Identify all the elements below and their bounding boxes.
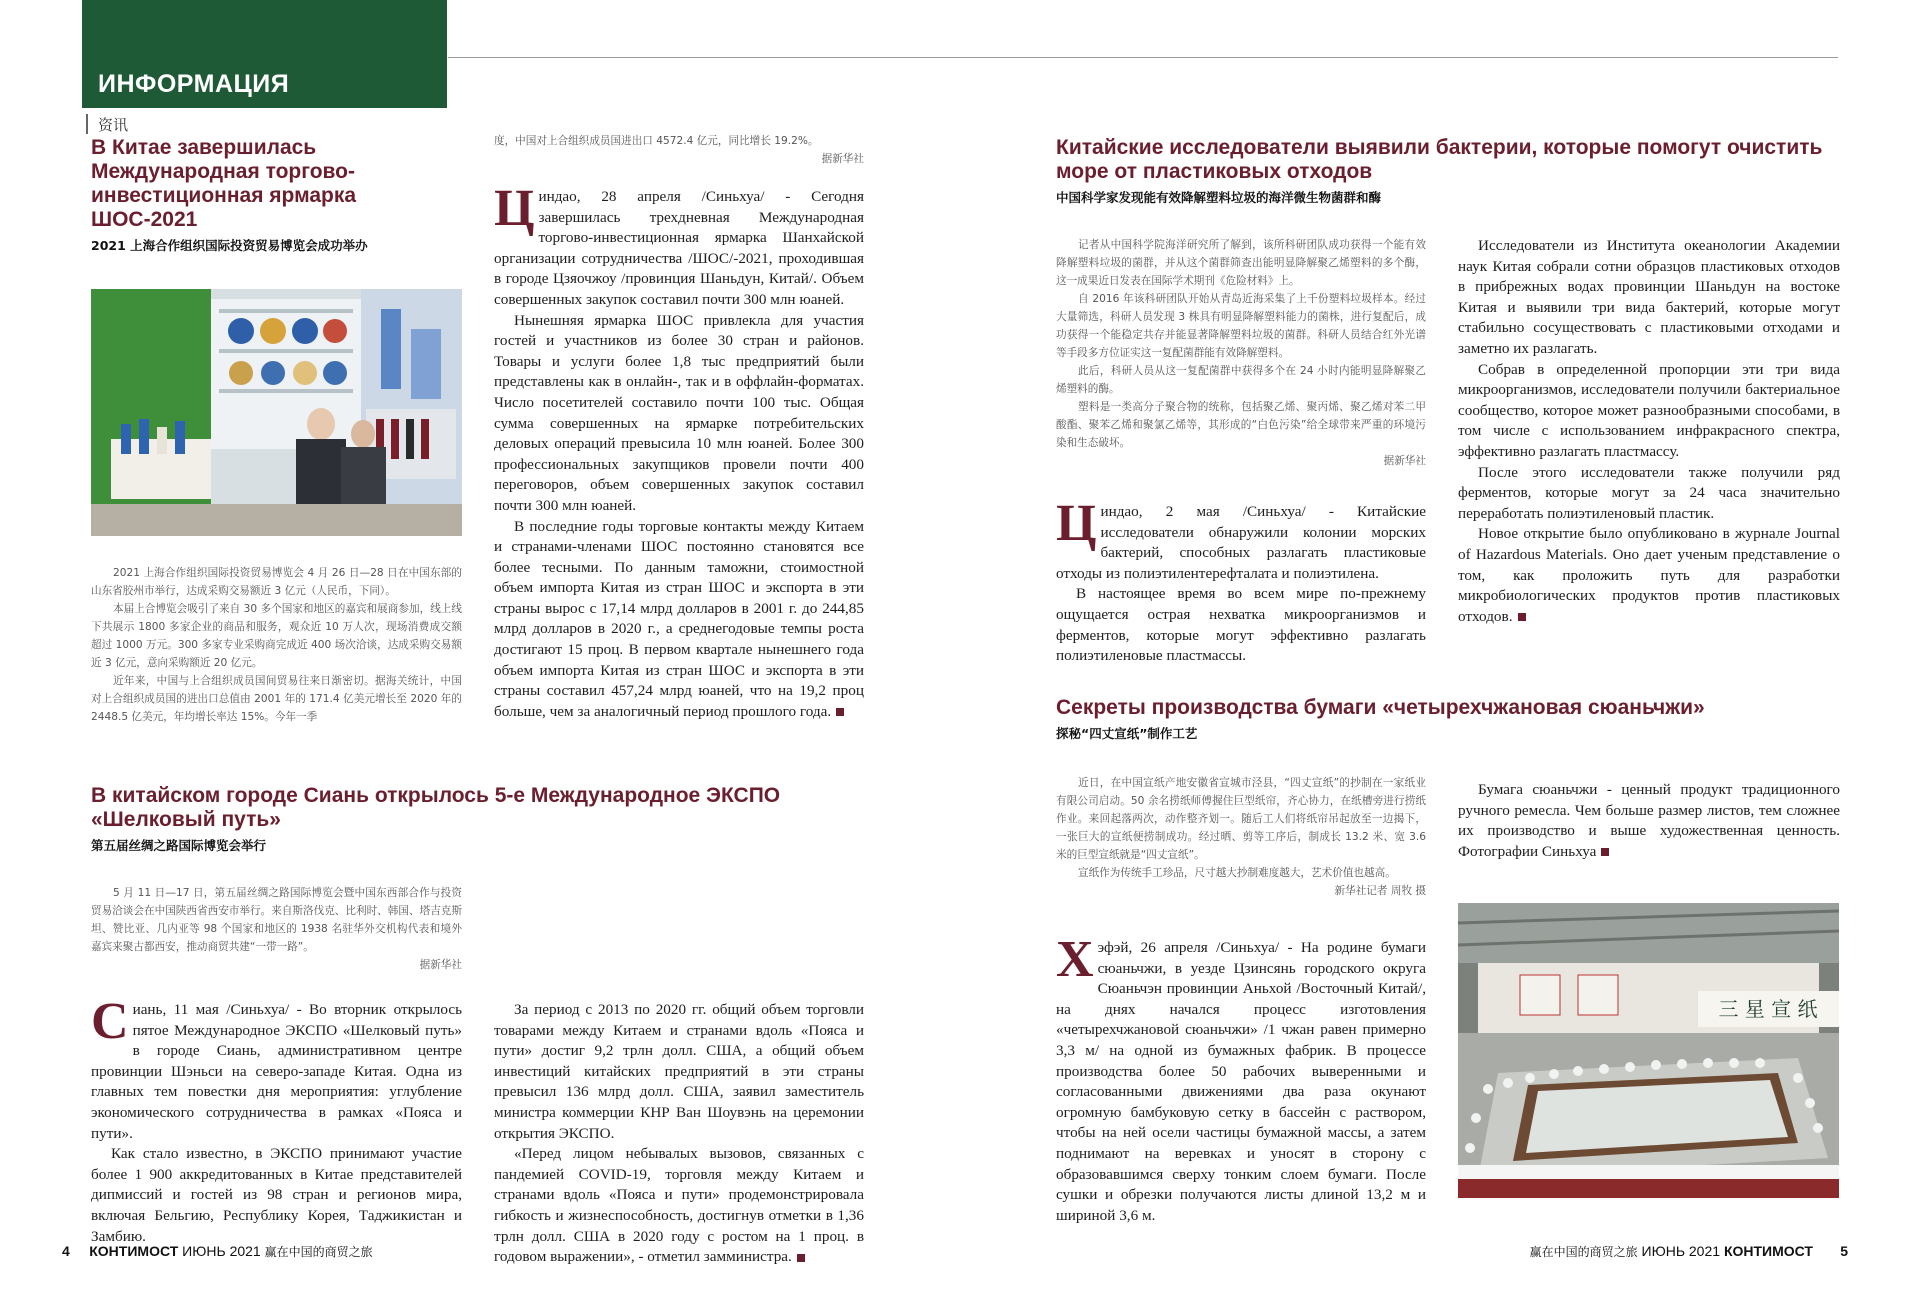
article3-body-p5: После этого исследователи также получили ряд ферментов, которые могут за 24 часа значительно переработать полиэтиленовый пластик. xyxy=(1458,463,1840,522)
article1-body-p2: Нынешняя ярмарка ШОС привлекла для участия гостей и участников из более 30 стран и районов. Товары и услуги более 1,8 тыс предприятий были представлены как в онлайн-, так и в оффлайн-форматах. Число посетителей составило почти 100 тыс. Общая сумма совершенных на ярмарке потребительских деловых операций превысила 10 млн юаней. Более 300 профессиональных закупщиков провели почти 400 переговоров, объем совершенных закупок составил почти 300 млн юаней. xyxy=(494,311,864,514)
article1-body-p3: В последние годы торговые контакты между Китаем и странами-членами ШОС постоянно становятся все более тесными. По данным таможни, стоимостной объем импорта Китая из стран ШОС и экспорта в эти страны вырос с 17,14 млрд долларов в 2001 г. до 244,85 млрд долларов в 2020 г., а среднегодовые темпы роста достигают 15 проц. В первом квартале нынешнего года объем импорта Китая из стран ШОС и экспорта в эти страны составил 457,24 млрд юаней, что на 19,2 проц больше, чем за аналогичный период прошлого года. xyxy=(494,517,864,720)
footer-slogan-left: 赢在中国的商贸之旅 xyxy=(264,1245,373,1259)
article3-body-p4: Собрав в определенной пропорции эти три вида микроорганизмов, исследователи получили бактериальное сообщество, которое может разнообразными способами, в том числе с использованием инфракрасного спектра, эффективно разлагать пластмассу. xyxy=(1458,360,1840,460)
article1-body xyxy=(494,180,864,722)
article4-intro-cn-p2: 宣纸作为传统手工珍品，尺寸越大抄制难度越大，艺术价值也越高。 xyxy=(1078,867,1396,879)
end-of-article-mark xyxy=(797,1254,805,1262)
end-of-article-mark xyxy=(836,708,844,716)
article2-body-p1: иань, 11 мая /Синьхуа/ - Во вторник открылось пятое Международное ЭКСПО «Шелковый путь» в городе Сиань, административном центре провинции Шэньси на северо-западе Китая. Одна из главных тем повестки дня мероприятия: углубление экономического сотрудничества в рамках «Пояса и пути». xyxy=(91,1001,462,1142)
article3-title: Китайские исследователи выявили бактерии, которые помогут очистить море от пластиковых отходов xyxy=(1056,136,1823,183)
article1-caption-cn-p2: 本届上合博览会吸引了来自 30 多个国家和地区的嘉宾和展商参加，线上线下共展示 1800 多家企业的商品和服务，观众近 10 万人次，现场消费成交额超过 1000 万元。300 多家专业采购商完成近 400 场次洽谈，达成采购交易额近 3 亿元，意向采购额近 20 亿元。 xyxy=(91,603,462,669)
article1-caption-cn-p3: 近年来，中国与上合组织成员国间贸易往来日渐密切。据海关统计，中国对上合组织成员国的进出口总值由 2001 年的 171.4 亿美元增长至 2020 年的 2448.5 亿美元，年均增长率达 15%。今年一季 xyxy=(91,675,462,723)
article3-dropcap: Ц xyxy=(1056,495,1097,552)
article4-title: Секреты производства бумаги «четырехчжановая сюаньчжи» xyxy=(1056,696,1705,719)
article2-body-p4: «Перед лицом небывалых вызовов, связанных с пандемией COVID-19, торговля между Китаем и странами вдоль «Пояса и пути» продемонстрировала гибкость и жизнеспособность, достигнув отметки в 1,36 трлн долл. США в 2020 году с ростом на 1 проц. в годовом выражении», - отметил замминистра. xyxy=(494,1145,864,1266)
article4-byline: 新华社记者 周牧 摄 xyxy=(1334,885,1426,897)
article3-body-p6: Новое открытие было опубликовано в журнале Journal of Hazardous Materials. Оно дает ученым представление о том, как проложить путь для разработки микробиологических продуктов против пластиковых отходов. xyxy=(1458,525,1840,625)
expo-photo xyxy=(91,289,462,536)
article3-body-col2 xyxy=(1458,236,1840,627)
article4-dropcap: Х xyxy=(1056,931,1094,988)
article4-intro-cn-p1: 近日，在中国宣纸产地安徽省宣城市泾县，“四丈宣纸”的抄制在一家纸业有限公司启动。50 余名捞纸师傅握住巨型纸帘，齐心协力，在纸槽旁进行捞纸作业。来回起落两次，动作整齐划一。随后工人们将纸帘吊起放至一边揭下，一张巨大的宣纸便捞制成功。经过晒、剪等工序后，制成长 13.2 米、宽 3.6 米的巨型宣纸就是“四丈宣纸”。 xyxy=(1056,777,1426,861)
article3-body-p3: Исследователи из Института океанологии Академии наук Китая собрали сотни образцов пластиковых отходов в прибрежных водах провинции Шаньдун на востоке Китая и выявили три вида бактерий, которые могут стабильно сосуществовать с пластиковыми отходами и заметно их разлагать. xyxy=(1458,237,1840,357)
section-subtitle-cn: 资讯 xyxy=(98,116,129,134)
article4-body-col1 xyxy=(1056,931,1426,1224)
article1-byline: 据新华社 xyxy=(821,153,864,165)
article3-intro-cn xyxy=(1056,236,1426,470)
end-of-article-mark xyxy=(1601,848,1609,856)
article3-intro-cn-p4: 塑料是一类高分子聚合物的统称，包括聚乙烯、聚丙烯、聚乙烯对苯二甲酸酯、聚苯乙烯和聚氯乙烯等，其形成的“白色污染”给全球带来严重的环境污染和生态破坏。 xyxy=(1056,401,1426,449)
article4-body-p1: эфэй, 26 апреля /Синьхуа/ - На родине бумаги сюаньчжи, в уезде Цзинсянь городского округа Сюаньчэн провинции Аньхой /Восточный Китай/, на днях начался процесс изготовления «четырехчжановой сюаньчжи» /1 чжан равен примерно 3,3 м/ на одной из бумажных фабрик. В процессе производства более 50 рабочих выверенными и согласованными движениями два раза окунают огромную бамбуковую сетку в бассейн с раствором, чтобы на ней осели частицы бумажной массы, а затем поднимают на веревках и уносят в сторону с образовавшимся сверху тонким слоем бумаги. После сушки и обрезки получаются листы длиной 13,2 м и шириной 3,6 м. xyxy=(1056,939,1426,1224)
footer-page-number-left: 4 xyxy=(62,1243,70,1259)
papermaking-photo xyxy=(1458,903,1839,1198)
article3-byline: 据新华社 xyxy=(1383,455,1426,467)
footer-brand-left: КОНТИМОСТ xyxy=(89,1243,179,1259)
footer-issue-left: ИЮНЬ 2021 xyxy=(182,1243,261,1259)
article3-intro-cn-p1: 记者从中国科学院海洋研究所了解到，该所科研团队成功获得一个能有效降解塑料垃圾的菌群，并从这个菌群筛查出能明显降解聚乙烯塑料的多个酶，这一成果近日发表在国际学术期刊《危险材料》上。 xyxy=(1056,239,1426,287)
article2-body-p2: Как стало известно, в ЭКСПО принимают участие более 1 900 аккредитованных в Китае представителей дипмиссий и гостей из 98 стран и регионов мира, включая Бельгию, Республику Корея, Таджикистан и Замбию. xyxy=(91,1145,462,1245)
article4-body-col2 xyxy=(1458,780,1840,862)
photo-sign-text: 三 星 宣 纸 xyxy=(1718,997,1818,1021)
article2-dropcap: С xyxy=(91,993,129,1050)
article2-body-p3: За период с 2013 по 2020 гг. общий объем торговли товарами между Китаем и странами вдоль «Пояса и пути» достиг 9,2 трлн долл. США, а общий объем инвестиций китайских предприятий в эти страны превысил 136 млрд долл. США, заявил заместитель министра коммерции КНР Ван Шоувэнь на церемонии открытия ЭКСПО. xyxy=(494,1001,864,1142)
article2-intro-cn-p1: 5 月 11 日—17 日，第五届丝绸之路国际博览会暨中国东西部合作与投资贸易洽谈会在中国陕西省西安市举行。来自斯洛伐克、比利时、韩国、塔吉克斯坦、赞比亚、几内亚等 98 个国家和地区的 1938 名驻华外交机构代表和境外嘉宾来聚古都西安，推动商贸共建“一带一路”。 xyxy=(91,887,462,953)
article1-body-p1: индао, 28 апреля /Синьхуа/ - Сегодня завершилась трехдневная Международная торгово-инвестиционная ярмарка Шанхайской организации сотрудничества /ШОС/-2021, проходившая в городе Цзяочжоу /провинция Шаньдун, Китай/. Объем совершенных закупок составил почти 300 млн юаней. xyxy=(494,188,864,308)
header-rule xyxy=(448,57,1838,58)
article3-intro-cn-p2: 自 2016 年该科研团队开始从青岛近海采集了上千份塑料垃圾样本。经过大量筛选，科研人员发现 3 株具有明显降解塑料能力的菌株，进行复配后，成功获得一个能稳定共存并能显著降解塑料垃圾的菌群。科研人员结合红外光谱等手段多方位证实这一复配菌群能有效降解塑料。 xyxy=(1056,293,1426,359)
article1-dropcap: Ц xyxy=(494,180,535,237)
article1-caption-cn-continued xyxy=(494,132,864,168)
section-title: ИНФОРМАЦИЯ xyxy=(98,70,290,98)
footer-page-number-right: 5 xyxy=(1840,1243,1848,1259)
article2-intro-cn xyxy=(91,884,462,974)
section-subtitle-bar xyxy=(86,114,88,134)
footer-left xyxy=(62,1243,373,1260)
article1-caption-cn-p1: 2021 上海合作组织国际投资贸易博览会 4 月 26 日—28 日在中国东部的山东省胶州市举行，达成采购交易额近 3 亿元（人民币，下同）。 xyxy=(91,567,462,597)
expo-photo-illustration xyxy=(91,289,462,536)
article1-title: В Китае завершилась Международная торгово-инвестиционная ярмарка ШОС-2021 xyxy=(91,136,357,231)
footer-issue-right: ИЮНЬ 2021 xyxy=(1641,1243,1721,1259)
article3-body-p1: индао, 2 мая /Синьхуа/ - Китайские исследователи обнаружили колонии морских бактерий, способных разлагать пластиковые отходы из полиэтилентерефталата и полиэтилена. xyxy=(1056,503,1426,582)
article3-intro-cn-p3: 此后，科研人员从这一复配菌群中获得多个在 24 小时内能明显降解聚乙烯塑料的酶。 xyxy=(1056,365,1426,395)
article4-subtitle-cn: 探秘“四丈宣纸”制作工艺 xyxy=(1056,726,1198,741)
footer-brand-right: КОНТИМОСТ xyxy=(1723,1243,1813,1259)
article2-body-col1 xyxy=(91,993,462,1247)
article1-caption-cn-cont: 度，中国对上合组织成员国进出口 4572.4 亿元，同比增长 19.2%。 xyxy=(494,135,819,147)
article2-subtitle-cn: 第五届丝绸之路国际博览会举行 xyxy=(91,838,267,853)
footer-right xyxy=(1530,1243,1848,1260)
article3-body-col1 xyxy=(1056,495,1426,667)
end-of-article-mark xyxy=(1518,613,1526,621)
article1-caption-cn xyxy=(91,564,462,726)
article1-subtitle-cn: 2021 上海合作组织国际投资贸易博览会成功举办 xyxy=(91,238,368,253)
footer-slogan-right: 赢在中国的商贸之旅 xyxy=(1529,1245,1638,1259)
article2-title: В китайском городе Сиань открылось 5-е Международное ЭКСПО «Шелковый путь» xyxy=(91,784,781,831)
article4-body-p2: Бумага сюаньчжи - ценный продукт традиционного ручного ремесла. Чем больше размер листов, тем сложнее их производство и выше художественная ценность. Фотографии Синьхуа xyxy=(1458,781,1840,860)
article4-intro-cn xyxy=(1056,774,1426,900)
article3-body-p2: В настоящее время во всем мире по-прежнему ощущается острая нехватка микроорганизмов и ферментов, которые могут эффективно разлагать полиэтиленовые пластмассы. xyxy=(1056,585,1426,665)
article3-subtitle-cn: 中国科学家发现能有效降解塑料垃圾的海洋微生物菌群和酶 xyxy=(1056,190,1382,205)
papermaking-photo-illustration xyxy=(1458,903,1839,1198)
article2-body-col2 xyxy=(494,1000,864,1268)
article2-byline: 据新华社 xyxy=(419,959,462,971)
